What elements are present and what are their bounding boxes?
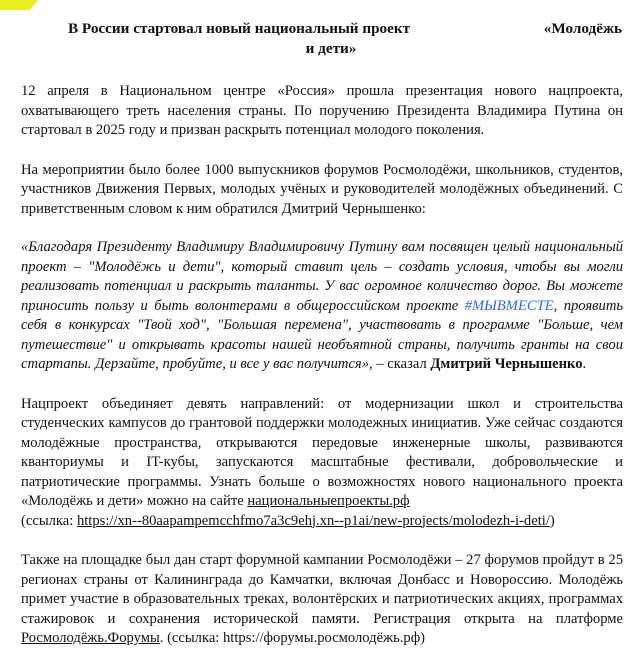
paragraph-event: На мероприятии было более 1000 выпускников форумов Росмолодёжи, школьников, студентов, участников Движения Первых, молодых учёных и руководителей молодёжных объединений. С приветственным словом к ним обратился Дмитрий Чернышенко: [21, 161, 623, 217]
ref-url-link[interactable]: https://xn--80aapampemcchfmo7a3c9ehj.xn--p1ai/new-projects/molodezh-i-deti/ [76, 512, 550, 529]
paragraph-quote [21, 238, 623, 375]
hashtag-link[interactable]: #МЫВМЕСТЕ [464, 297, 554, 314]
paragraph-intro: 12 апреля в Национальном центре «Россия» прошла презентация нового нацпроекта, охватывающего треть населения страны. По поручению Президента Владимира Путина он стартовал в 2025 году и призван раскрыть потенциал молодого поколения. [21, 83, 623, 138]
site-link[interactable]: национальныепроекты.рф [247, 493, 410, 509]
quote-text-after: , проявить себя в конкурсах "Твой ход", "Большая перемена", участвовать в программе "Больше, чем путешествие" и открывать красоты нашей необъятной страны, получить гранты на свои стартапы. Дерзайте, пробуйте, и все у вас получится» [21, 297, 623, 372]
quote-end: . [582, 356, 587, 372]
document-body [21, 19, 623, 649]
forums-ref: . (ссылка: https://форумы.росмолодёжь.рф) [159, 630, 426, 646]
title-part1: В России стартовал новый национальный проект [68, 20, 411, 37]
paragraph-forums [21, 551, 623, 649]
quote-text-before: «Благодаря Президенту Владимиру Владимировичу Путину вам посвящен целый национальный проект – "Молодёжь и дети", который ставит цель – создать условия, чтобы вы могли реализовать потенциал и раскрыть таланты. У вас огромное количество дорог. Вы можете приносить пользу и быть волонтерами в общероссийском проекте [21, 239, 623, 314]
title-part2: «Молодёжь [543, 20, 622, 37]
forums-text: Также на площадке был дан старт форумной кампании Росмолодёжи – 27 форумов пройдут в 25 регионах страны от Калининграда до Камчатки, включая Донбасс и Новороссию. Молодёжь примет участие в образовательных треках, волонтёрских и патриотических акциях, программах стажировок и сохранения исторической памяти. Регистрация открыта на платформе [21, 552, 623, 627]
platform-link[interactable]: Росмолодёжь.Форумы [21, 630, 160, 646]
ref-suffix: ) [549, 512, 555, 529]
corner-logo-mark [0, 0, 38, 10]
directions-text: Нацпроект объединяет девять направлений: от модернизации школ и строительства студенческих кампусов до грантовой поддержки молодежных инициатив. Уже сейчас создаются молодёжные пространства, открываются передовые инженерные школы, развиваются кванториумы и IT-кубы, запускаются масштабные фестивали, добровольческие и патриотические программы. Узнать больше о возможностях нового национального проекта «Молодёжь и дети» можно на сайте [21, 395, 623, 509]
title-part3: и дети» [305, 40, 357, 57]
article-title [21, 19, 623, 59]
speaker-name: Дмитрий Чернышенко [430, 356, 583, 372]
paragraph-directions [21, 395, 623, 532]
quote-attribution: , – сказал [369, 356, 431, 372]
ref-prefix: (ссылка: [21, 512, 77, 529]
